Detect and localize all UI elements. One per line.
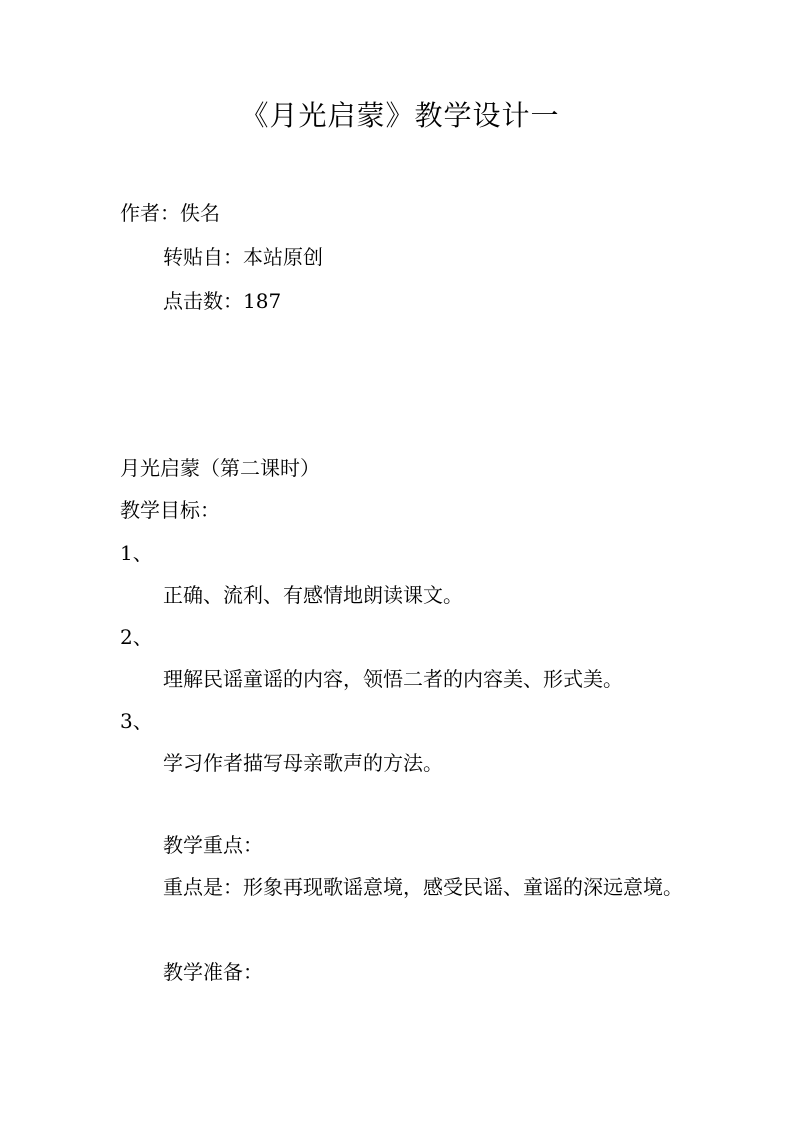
- repost-line: 转贴自：本站原创: [163, 245, 323, 269]
- document-title: 《月光启蒙》教学设计一: [240, 99, 560, 132]
- lesson-title: 月光启蒙（第二课时）: [120, 456, 320, 480]
- objective-text: 正确、流利、有感情地朗读课文。: [163, 583, 463, 607]
- objective-number: 2、: [120, 625, 153, 649]
- objective-text: 理解民谣童谣的内容，领悟二者的内容美、形式美。: [163, 667, 623, 691]
- key-points-paragraph: 重点是：形象再现歌谣意境，感受民谣、童谣的深远意境。: [163, 875, 683, 899]
- click-count-line: 点击数：187: [163, 289, 282, 313]
- objective-text: 学习作者描写母亲歌声的方法。: [163, 751, 443, 775]
- objectives-heading: 教学目标：: [120, 498, 220, 522]
- key-points-heading: 教学重点：: [163, 833, 263, 857]
- author-line: 作者：佚名: [120, 201, 220, 225]
- objective-number: 1、: [120, 541, 153, 565]
- objective-number: 3、: [120, 709, 153, 733]
- preparation-heading: 教学准备：: [163, 960, 263, 984]
